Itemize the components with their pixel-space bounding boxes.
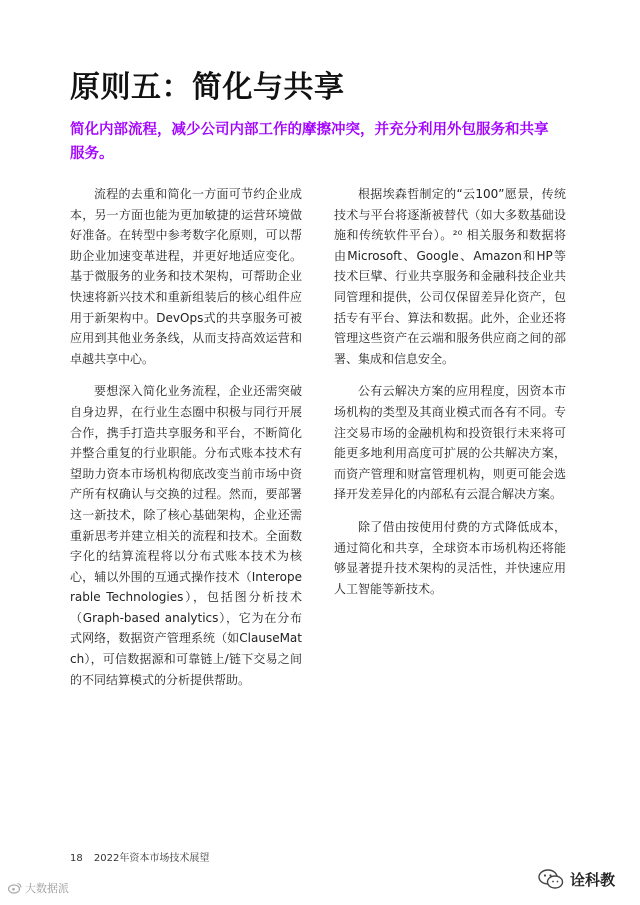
right-column [334, 184, 566, 611]
page-number: 18 [70, 853, 83, 864]
page-subtitle: 简化内部流程，减少公司内部工作的摩擦冲突，并充分利用外包服务和共享服务。 [70, 122, 549, 162]
paragraph: 要想深入简化业务流程，企业还需突破自身边界，在行业生态圈中积极与同行开展合作，携手打造共享服务和平台，不断简化并整合重复的行业职能。分布式账本技术有望助力资本市场机构彻底改变当前市场中资产所有权确认与交换的过程。然而，要部署这一新技术，除了核心基础架构，企业还需重新思考并建立相关的流程和技术。全面数字化的结算流程将以分布式账本技术为核心，辅以外围的互通式操作技术（Interoperable Technologies），包括图分析技术（Graph-based analytics），它为在分布式网络，数据资产管理系统（如ClauseMatch），可信数据源和可靠链上/链下交易之间的不同结算模式的分析提供帮助。 [70, 384, 302, 687]
wechat-icon [538, 868, 564, 890]
page-title: 原则五：简化与共享 [70, 70, 345, 105]
watermark-right-text: 诠科教 [570, 870, 616, 889]
watermark-left-text: 大数据派 [25, 882, 69, 895]
page-footer [70, 849, 209, 864]
paragraph: 流程的去重和简化一方面可节约企业成本，另一方面也能为更加敏捷的运营环境做好准备。在转型中参考数字化原则，可以帮助企业加速变革进程，并更好地适应变化。基于微服务的业务和技术架构，可帮助企业快速将新兴技术和重新组装后的核心组件应用于新架构中。DevOps式的共享服务可被应用到其他业务条线，从而支持高效运营和卓越共享中心。 [70, 187, 302, 366]
paragraph: 公有云解决方案的应用程度，因资本市场机构的类型及其商业模式而各有不同。专注交易市场的金融机构和投资银行未来将可能更多地利用高度可扩展的公共解决方案，而资产管理和财富管理机构，则更可能会选择开发差异化的内部私有云混合解决方案。 [334, 384, 566, 502]
weibo-icon [8, 882, 22, 894]
watermark-left [8, 880, 69, 896]
watermark-right [538, 868, 615, 890]
left-column [70, 184, 302, 702]
paragraph: 除了借由按使用付费的方式降低成本，通过简化和共享，全球资本市场机构还将能够显著提升技术架构的灵活性，并快速应用人工智能等新技术。 [334, 519, 566, 596]
paragraph: 根据埃森哲制定的“云100”愿景，传统技术与平台将逐渐被替代（如大多数基础设施和传统软件平台）。²⁰ 相关服务和数据将由Microsoft、Google、Amazon和HP等技术巨擘、行业共享服务和金融科技企业共同管理和提供，公司仅保留差异化资产，包括专有平台、算法和数据。此外，企业还将管理这些资产在云端和服务供应商之间的部署、集成和信息安全。 [334, 187, 566, 366]
footer-doc-title: 2022年资本市场技术展望 [93, 853, 210, 864]
